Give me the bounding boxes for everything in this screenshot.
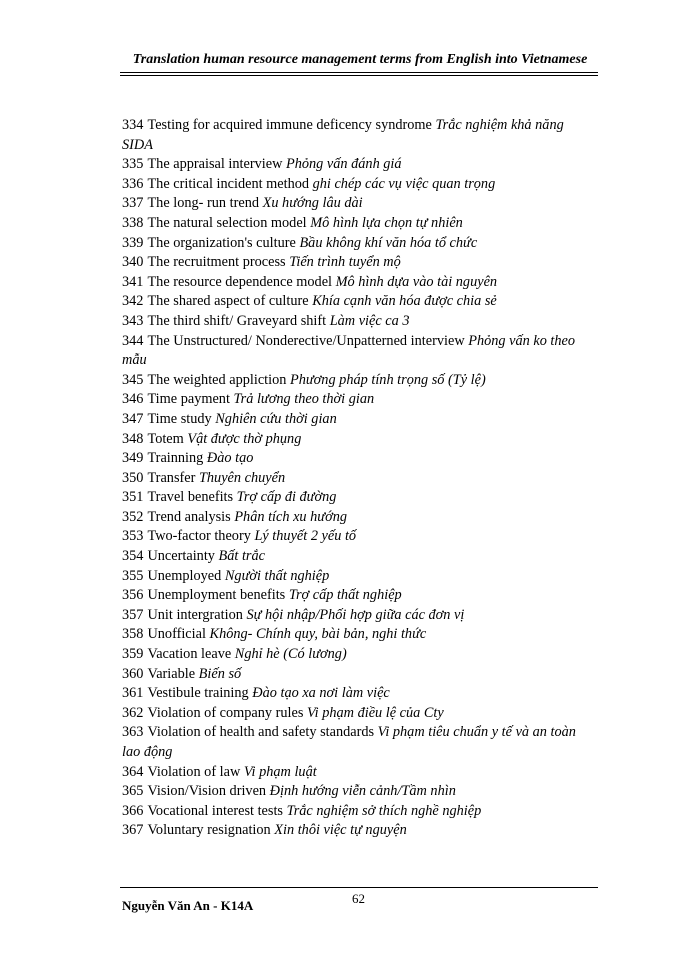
header-rule-thin: [120, 75, 598, 76]
glossary-entry: [122, 606, 592, 626]
entry-term: Violation of health and safety standards: [147, 724, 375, 741]
entry-term: Travel benefits: [147, 489, 234, 506]
entry-translation: Định hướng viễn cảnh/Tầm nhìn: [269, 783, 456, 800]
entry-number: 359: [122, 646, 144, 663]
entry-term: Testing for acquired immune deficency syndrome: [147, 117, 432, 133]
glossary-entry: [122, 116, 592, 155]
entry-term: Unit intergration: [147, 606, 243, 623]
entry-translation: Người thất nghiệp: [224, 567, 330, 584]
glossary-entry: [122, 684, 592, 704]
entry-term: Vacation leave: [147, 646, 232, 663]
entry-number: 364: [122, 763, 144, 780]
entry-number: 358: [122, 626, 144, 643]
entry-term: Totem: [147, 430, 184, 447]
entry-term: The long- run trend: [147, 195, 260, 212]
entry-translation: Đào tạo: [206, 450, 254, 467]
entry-translation: Vi phạm điều lệ của Cty: [307, 704, 444, 721]
entry-translation: Trợ cấp thất nghiệp: [288, 587, 402, 604]
entry-translation: Xin thôi việc tự nguyện: [274, 822, 407, 839]
entry-number: 367: [122, 822, 144, 839]
glossary-entry: [122, 312, 592, 332]
entry-number: 356: [122, 587, 144, 604]
entry-translation: Trắc nghiệm khả năng SIDA: [122, 117, 564, 153]
entry-number: 348: [122, 430, 144, 447]
entry-number: 363: [122, 724, 144, 741]
entry-number: 360: [122, 665, 144, 682]
entry-number: 341: [122, 273, 144, 290]
entry-term: The shared aspect of culture: [147, 293, 309, 310]
entry-term: The resource dependence model: [147, 273, 333, 290]
glossary-entry: [122, 430, 592, 450]
glossary-entry: [122, 567, 592, 587]
entry-number: 336: [122, 175, 144, 192]
entry-number: 344: [122, 332, 144, 349]
glossary-entry: [122, 175, 592, 195]
entry-term: Unemployed: [147, 567, 222, 584]
entry-translation: Mô hình lựa chọn tự nhiên: [310, 214, 463, 231]
entry-number: 334: [122, 117, 144, 133]
entry-translation: Bất trắc: [218, 548, 265, 565]
glossary-entry: [122, 332, 592, 371]
glossary-entry: [122, 821, 592, 841]
glossary-entry: [122, 547, 592, 567]
entry-translation: Bầu không khí văn hóa tổ chức: [299, 234, 478, 251]
glossary-entry: [122, 763, 592, 783]
entry-translation: Không- Chính quy, bài bản, nghi thức: [209, 626, 427, 643]
entry-term: Voluntary resignation: [147, 822, 271, 839]
entry-term: The recruitment process: [147, 254, 286, 271]
footer-author: Nguyễn Văn An - K14A: [122, 898, 254, 913]
entry-number: 361: [122, 685, 144, 702]
entry-number: 350: [122, 469, 144, 486]
glossary-entry: [122, 802, 592, 822]
entry-translation: Trợ cấp đi đường: [236, 489, 337, 506]
glossary-entry: [122, 214, 592, 234]
glossary-entry: [122, 292, 592, 312]
entry-term: Trend analysis: [147, 508, 231, 525]
entry-translation: Vi phạm luật: [243, 763, 317, 780]
entry-number: 349: [122, 450, 144, 467]
glossary-entry: [122, 508, 592, 528]
glossary-entry: [122, 586, 592, 606]
entry-number: 362: [122, 704, 144, 721]
entry-number: 357: [122, 606, 144, 623]
glossary-entry: [122, 723, 592, 762]
glossary-entry: [122, 665, 592, 685]
entry-term: Unofficial: [147, 626, 206, 643]
entry-number: 346: [122, 391, 144, 408]
glossary-entry: [122, 253, 592, 273]
entry-number: 366: [122, 802, 144, 819]
entry-term: Transfer: [147, 469, 196, 486]
entry-term: Unemployment benefits: [147, 587, 286, 604]
entry-number: 354: [122, 548, 144, 565]
glossary-entry: [122, 371, 592, 391]
glossary-entry: [122, 527, 592, 547]
entry-number: 337: [122, 195, 144, 212]
entry-translation: Tiến trình tuyển mộ: [289, 254, 401, 271]
glossary-entry: [122, 625, 592, 645]
footer-rule: [120, 887, 598, 888]
entry-number: 338: [122, 214, 144, 231]
entry-translation: Thuyên chuyển: [198, 469, 286, 486]
entry-term: The third shift/ Graveyard shift: [147, 312, 327, 329]
glossary-entry: [122, 782, 592, 802]
entry-term: The natural selection model: [147, 214, 307, 231]
entry-translation: Đào tạo xa nơi làm việc: [252, 685, 390, 702]
entry-translation: Trắc nghiệm sở thích nghề nghiệp: [286, 802, 482, 819]
entry-translation: Vi phạm tiêu chuẩn y tế và an toàn lao động: [122, 724, 576, 760]
running-header: Translation human resource management terms from English into Vietnamese: [132, 52, 588, 67]
entry-term: Time study: [147, 410, 212, 427]
glossary-entry: [122, 390, 592, 410]
glossary-entry: [122, 449, 592, 469]
entry-translation: Nghỉ hè (Có lương): [234, 646, 347, 663]
entry-term: Vocational interest tests: [147, 802, 283, 819]
entry-translation: Xu hướng lâu dài: [262, 195, 363, 212]
entry-term: The critical incident method: [147, 175, 310, 192]
entry-number: 343: [122, 312, 144, 329]
entry-translation: Sự hội nhập/Phối hợp giữa các đơn vị: [246, 606, 465, 623]
entry-translation: ghi chép các vụ việc quan trọng: [312, 175, 496, 192]
glossary-entry: [122, 469, 592, 489]
entry-term: The weighted appliction: [147, 371, 287, 388]
entry-translation: Phỏng vấn ko theo mẫu: [122, 332, 576, 369]
entry-term: Vision/Vision driven: [147, 783, 267, 800]
entry-translation: Vật được thờ phụng: [187, 430, 302, 447]
entry-number: 352: [122, 508, 144, 525]
glossary-list: [122, 116, 592, 841]
entry-number: 339: [122, 234, 144, 251]
entry-number: 335: [122, 156, 144, 173]
header-rule: [120, 72, 598, 73]
page-number: 62: [352, 891, 365, 906]
entry-term: Time payment: [147, 391, 230, 408]
glossary-entry: [122, 155, 592, 175]
entry-term: Variable: [147, 665, 196, 682]
entry-term: The Unstructured/ Nonderective/Unpatterned interview: [147, 332, 465, 349]
entry-term: Violation of company rules: [147, 704, 304, 721]
entry-number: 345: [122, 371, 144, 388]
entry-number: 353: [122, 528, 144, 545]
glossary-entry: [122, 273, 592, 293]
entry-term: Vestibule training: [147, 685, 249, 702]
glossary-entry: [122, 194, 592, 214]
entry-number: 351: [122, 489, 144, 506]
entry-term: The appraisal interview: [147, 156, 283, 173]
entry-translation: Trả lương theo thời gian: [233, 391, 375, 408]
entry-translation: Khía cạnh văn hóa được chia sẻ: [312, 293, 497, 310]
entry-number: 365: [122, 783, 144, 800]
glossary-entry: [122, 645, 592, 665]
entry-term: The organization's culture: [147, 234, 296, 251]
entry-number: 355: [122, 567, 144, 584]
entry-translation: Nghiên cứu thời gian: [215, 410, 337, 427]
entry-translation: Mô hình dựa vào tài nguyên: [335, 273, 498, 290]
entry-translation: Phỏng vấn đánh giá: [286, 156, 402, 173]
entry-number: 347: [122, 410, 144, 427]
entry-term: Trainning: [147, 450, 204, 467]
entry-number: 342: [122, 293, 144, 310]
entry-term: Two-factor theory: [147, 528, 251, 545]
entry-translation: Làm việc ca 3: [329, 312, 410, 329]
glossary-entry: [122, 234, 592, 254]
entry-translation: Lý thuyết 2 yếu tố: [254, 528, 357, 545]
glossary-entry: [122, 704, 592, 724]
glossary-entry: [122, 410, 592, 430]
entry-term: Violation of law: [147, 763, 241, 780]
entry-number: 340: [122, 254, 144, 271]
entry-translation: Biến số: [198, 665, 242, 682]
entry-translation: Phương pháp tính trọng số (Tỷ lệ): [290, 371, 486, 388]
entry-term: Uncertainty: [147, 548, 215, 565]
entry-translation: Phân tích xu hướng: [234, 508, 348, 525]
glossary-entry: [122, 488, 592, 508]
